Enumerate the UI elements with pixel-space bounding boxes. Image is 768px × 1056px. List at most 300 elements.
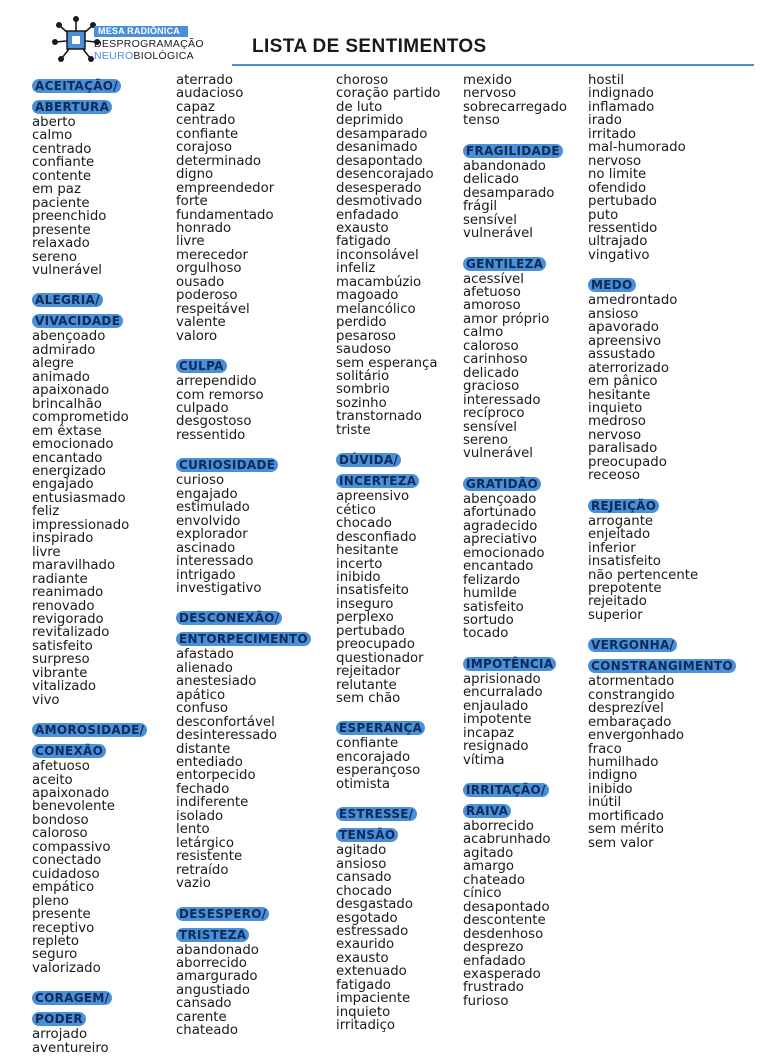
feeling-word: orgulhoso (176, 261, 242, 277)
category-heading-text: MEDO (588, 278, 636, 292)
brand-line-3-bio: BIOLÓGICA (133, 50, 194, 62)
feeling-word: insatisfeito (588, 554, 661, 570)
feeling-word: de luto (336, 99, 383, 115)
feeling-word: seguro (32, 947, 78, 963)
feeling-word: impotente (463, 712, 532, 728)
feeling-word: fundamentado (176, 207, 274, 223)
feeling-word: envergonhado (588, 728, 685, 744)
feeling-word: aventureiro (32, 1040, 109, 1056)
feeling-word: engajado (32, 477, 94, 493)
feeling-word: constrangido (588, 687, 675, 703)
feeling-word: sensível (463, 419, 517, 435)
feeling-word: desconfiado (336, 529, 417, 545)
section-gap (463, 461, 567, 472)
feeling-word: choroso (336, 73, 389, 88)
category-heading-text: CULPA (176, 359, 227, 373)
feeling-word: apaixonado (32, 786, 110, 802)
feeling-word: nervoso (588, 427, 642, 443)
category-heading-text: IRRITAÇÃO/ (463, 783, 549, 797)
section-gap (588, 622, 736, 633)
feeling-word: confiante (336, 736, 399, 752)
feeling-word: receoso (588, 468, 641, 484)
feeling-word: maravilhado (32, 558, 116, 574)
feeling-word: inseguro (336, 596, 394, 612)
feeling-word: frustrado (463, 980, 524, 996)
feeling-word: afortunado (463, 505, 537, 521)
feeling-word: revitalizado (32, 625, 110, 641)
feeling-word: exausto (336, 220, 389, 236)
feeling-word: fechado (176, 781, 230, 797)
feeling-word: livre (32, 544, 61, 560)
feeling-word: rejeitador (336, 664, 401, 680)
feeling-word: centrado (32, 141, 92, 157)
feeling-word: calmo (32, 128, 73, 144)
feeling-word: assustado (588, 347, 656, 363)
category-heading (463, 139, 567, 160)
feeling-word: fraco (588, 741, 622, 757)
feeling-word: entorpecido (176, 768, 256, 784)
feeling-word: desdenhoso (463, 926, 544, 942)
feeling-word: mexido (463, 73, 513, 88)
category-heading-text: ALEGRIA/ (32, 293, 103, 307)
category-heading (176, 902, 311, 923)
feeling-word: irado (588, 113, 622, 129)
feeling-word: entusiasmado (32, 490, 126, 506)
feeling-word: cansado (336, 870, 392, 886)
feeling-word: afastado (176, 647, 234, 663)
feeling-word: angustiado (176, 982, 251, 998)
section-gap (176, 595, 311, 606)
feeling-word: melancólico (336, 301, 416, 317)
feeling-word: com remorso (176, 387, 264, 403)
feeling-word: impressionado (32, 517, 130, 533)
feeling-word: magoado (336, 288, 399, 304)
feeling-word: delicado (463, 172, 520, 188)
feeling-word: desgostoso (176, 414, 252, 430)
feeling-word: aborrecido (176, 956, 247, 972)
feeling-word: lento (176, 822, 210, 838)
feeling-word: abandonado (463, 158, 546, 174)
feeling-word: forte (176, 194, 208, 210)
feeling-word: impaciente (336, 991, 411, 1007)
feeling-word: ressentido (176, 427, 246, 443)
feeling-word: em paz (32, 182, 81, 198)
feeling-word: fatigado (336, 977, 391, 993)
category-heading-text: ESTRESSE/ (336, 807, 417, 821)
category-heading (463, 778, 567, 799)
feeling-word: paralisado (588, 441, 658, 457)
column-5 (588, 74, 736, 850)
feeling-word: puto (588, 207, 619, 223)
feeling-word: satisfeito (32, 638, 93, 654)
category-heading (176, 606, 311, 627)
feeling-word: emocionado (32, 437, 114, 453)
feeling-word: resistente (176, 849, 243, 865)
category-heading (176, 627, 311, 648)
feeling-word: abençoado (463, 491, 537, 507)
feeling-word: confuso (176, 701, 229, 717)
feeling-word: insatisfeito (336, 583, 409, 599)
category-heading (32, 986, 147, 1007)
category-heading-text: RAIVA (463, 804, 511, 818)
feeling-word: superior (588, 607, 643, 623)
category-heading-text: AMOROSIDADE/ (32, 723, 147, 737)
category-heading-text: DESCONEXÃO/ (176, 611, 282, 625)
category-heading (176, 354, 311, 375)
feeling-word: afetuoso (32, 759, 90, 775)
feeling-word: inquieto (588, 400, 643, 416)
feeling-word: agitado (336, 843, 387, 859)
feeling-word: encantado (463, 559, 534, 575)
feeling-word: desconfortável (176, 714, 275, 730)
section-gap (463, 128, 567, 139)
feeling-word: inflamado (588, 99, 655, 115)
section-gap (463, 767, 567, 778)
brand-line-2: DESPROGRAMAÇÃO (94, 38, 204, 50)
feeling-word: corajoso (176, 140, 232, 156)
feeling-word: animado (32, 369, 90, 385)
category-heading (32, 309, 147, 330)
feeling-word: chateado (176, 1023, 239, 1039)
brand-block (94, 19, 204, 62)
feeling-word: indiferente (176, 795, 249, 811)
category-heading-text: VIVACIDADE (32, 314, 123, 328)
feeling-word: amargo (463, 859, 515, 875)
feeling-word: contente (32, 168, 92, 184)
feeling-word: renovado (32, 598, 95, 614)
feeling-word: sensível (463, 212, 517, 228)
feeling-word: caloroso (463, 338, 519, 354)
section-gap (463, 241, 567, 252)
feeling-word: incapaz (463, 725, 515, 741)
feeling-word: humilde (463, 586, 517, 602)
feeling-word: ansioso (588, 306, 639, 322)
feeling-word: medroso (588, 414, 646, 430)
feeling-word: aterrado (176, 73, 233, 88)
feeling-word: ascinado (176, 540, 236, 556)
column-4 (463, 74, 567, 1008)
feeling-word: delicado (463, 365, 520, 381)
section-gap (336, 437, 440, 448)
category-heading (588, 654, 736, 675)
feeling-word: tocado (463, 626, 509, 642)
feeling-word: vulnerável (463, 446, 533, 462)
feeling-word: arrogante (588, 513, 654, 529)
category-heading (176, 923, 311, 944)
feeling-word: confiante (176, 126, 239, 142)
feeling-word: retraído (176, 862, 229, 878)
category-heading-text: ABERTURA (32, 100, 112, 114)
feeling-word: entediado (176, 755, 243, 771)
feeling-word: amor próprio (463, 311, 550, 327)
feeling-word: estressado (336, 924, 409, 940)
category-heading (463, 799, 567, 820)
section-gap (32, 975, 147, 986)
feeling-word: calmo (463, 325, 504, 341)
feeling-word: agradecido (463, 518, 538, 534)
feeling-word: repleto (32, 934, 80, 950)
feeling-word: vibrante (32, 665, 88, 681)
feeling-word: letárgico (176, 835, 235, 851)
feeling-word: carente (176, 1009, 227, 1025)
feeling-word: vítima (463, 752, 505, 768)
feeling-word: curioso (176, 473, 225, 489)
section-gap (176, 891, 311, 902)
feeling-word: inibido (336, 569, 381, 585)
feeling-word: coração partido (336, 86, 441, 102)
category-heading-text: TENSÃO (336, 828, 398, 842)
feeling-word: desamparado (336, 126, 428, 142)
feeling-word: questionador (336, 650, 424, 666)
feeling-word: inibido (588, 781, 633, 797)
feeling-word: otimista (336, 776, 390, 792)
feeling-word: no limite (588, 167, 647, 183)
category-heading-text: GENTILEZA (463, 257, 546, 271)
feeling-word: ultrajado (588, 234, 648, 250)
feeling-word: hostil (588, 73, 625, 88)
feeling-word: cuidadoso (32, 866, 100, 882)
category-heading-text: DESESPERO/ (176, 907, 269, 921)
feeling-word: aberto (32, 115, 76, 130)
feeling-word: desesperado (336, 180, 422, 196)
category-heading-text: CONEXÃO (32, 744, 106, 758)
feeling-word: satisfeito (463, 599, 524, 615)
feeling-word: reanimado (32, 585, 104, 601)
feeling-word: desgastado (336, 897, 414, 913)
feeling-word: aterrorizado (588, 360, 669, 376)
feeling-word: pertubado (336, 623, 405, 639)
category-heading-text: TRISTEZA (176, 928, 249, 942)
category-heading-text: INCERTEZA (336, 474, 419, 488)
feeling-word: extenuado (336, 964, 407, 980)
feeling-word: feliz (32, 504, 60, 520)
feeling-word: não pertencente (588, 567, 699, 583)
feeling-word: valoro (176, 328, 218, 344)
feeling-word: valorizado (32, 960, 101, 976)
feeling-word: desinteressado (176, 728, 277, 744)
category-heading (336, 716, 440, 737)
category-heading (32, 1007, 147, 1028)
feeling-word: relaxado (32, 236, 90, 252)
category-heading (32, 739, 147, 760)
category-heading-text: IMPOTÊNCIA (463, 657, 556, 671)
feeling-word: desprezo (463, 940, 524, 956)
feeling-word: gracioso (463, 379, 520, 395)
feeling-word: valente (176, 315, 226, 331)
feeling-word: exaurido (336, 937, 395, 953)
feeling-word: deprimido (336, 113, 404, 129)
feeling-word: rejeitado (588, 594, 647, 610)
feeling-word: desprezível (588, 701, 664, 717)
feeling-word: inspirado (32, 531, 94, 547)
feeling-word: exasperado (463, 967, 541, 983)
feeling-word: descontente (463, 913, 546, 929)
feeling-word: sem mérito (588, 822, 664, 838)
feeling-word: paciente (32, 195, 90, 211)
feeling-word: hesitante (336, 543, 399, 559)
feeling-word: energizado (32, 463, 106, 479)
feeling-word: confiante (32, 155, 95, 171)
feeling-word: triste (336, 422, 371, 438)
feeling-word: sortudo (463, 612, 514, 628)
feeling-word: desapontado (336, 153, 423, 169)
feeling-word: cínico (463, 886, 502, 902)
feeling-word: interessado (176, 554, 254, 570)
feeling-word: felizardo (463, 572, 521, 588)
feeling-word: perplexo (336, 610, 394, 626)
feeling-word: abençoado (32, 329, 106, 345)
feeling-word: centrado (176, 113, 236, 129)
feeling-word: tenso (463, 113, 500, 129)
feeling-word: interessado (463, 392, 541, 408)
feeling-word: sem chão (336, 691, 401, 707)
feeling-word: em êxtase (32, 423, 102, 439)
category-heading (588, 633, 736, 654)
feeling-word: vazio (176, 876, 211, 892)
category-heading (463, 252, 567, 273)
feeling-word: preocupado (336, 637, 415, 653)
feeling-word: carinhoso (463, 352, 528, 368)
feeling-word: benevolente (32, 799, 115, 815)
feeling-word: chocado (336, 516, 392, 532)
feeling-word: saudoso (336, 342, 392, 358)
category-heading-text: DÚVIDA/ (336, 453, 401, 467)
brand-line-1: MESA RADIÔNICA (94, 26, 188, 37)
feeling-word: vivo (32, 692, 60, 708)
title-rule (232, 64, 754, 66)
feeling-word: apavorado (588, 320, 659, 336)
section-gap (588, 262, 736, 273)
feeling-word: agitado (463, 845, 514, 861)
feeling-word: desamparado (463, 185, 555, 201)
feeling-word: desanimado (336, 140, 418, 156)
feeling-word: comprometido (32, 410, 129, 426)
feeling-word: sereno (32, 249, 78, 265)
feeling-word: vingativo (588, 247, 650, 263)
category-heading (32, 288, 147, 309)
category-heading (336, 469, 440, 490)
feeling-word: enjeitado (588, 527, 651, 543)
category-heading (588, 273, 736, 294)
feeling-word: admirado (32, 342, 96, 358)
feeling-word: hesitante (588, 387, 651, 403)
feeling-word: empático (32, 880, 95, 896)
feeling-word: arrependido (176, 374, 257, 390)
category-heading-text: CORAGEM/ (32, 991, 112, 1005)
feeling-word: encorajado (336, 749, 411, 765)
feeling-word: recíproco (463, 406, 525, 422)
section-gap (463, 641, 567, 652)
feeling-word: conectado (32, 853, 102, 869)
feeling-word: enfadado (336, 207, 399, 223)
feeling-word: receptivo (32, 920, 95, 936)
feeling-word: cético (336, 502, 376, 518)
feeling-word: investigativo (176, 580, 262, 596)
feeling-word: intrigado (176, 567, 236, 583)
feeling-word: sozinho (336, 395, 387, 411)
feeling-word: engajado (176, 486, 238, 502)
column-1 (32, 74, 147, 1055)
feeling-word: merecedor (176, 247, 249, 263)
category-heading (32, 718, 147, 739)
feeling-word: radiante (32, 571, 88, 587)
feeling-word: ofendido (588, 180, 647, 196)
feeling-word: chateado (463, 872, 526, 888)
feeling-word: desmotivado (336, 194, 423, 210)
feeling-word: vitalizado (32, 679, 97, 695)
category-heading (588, 494, 736, 515)
category-heading (32, 95, 147, 116)
feeling-word: presente (32, 907, 91, 923)
feeling-word: isolado (176, 808, 224, 824)
section-gap (336, 791, 440, 802)
category-heading-text: GRATIDÃO (463, 477, 541, 491)
feeling-word: sombrio (336, 382, 390, 398)
feeling-word: furioso (463, 993, 509, 1009)
feeling-word: inquieto (336, 1004, 391, 1020)
feeling-word: encantado (32, 450, 103, 466)
feeling-word: nervoso (588, 153, 642, 169)
feeling-word: livre (176, 234, 205, 250)
category-heading-text: PODER (32, 1012, 86, 1026)
feeling-word: atormentado (588, 674, 675, 690)
brand-line-3 (94, 50, 204, 62)
brand-line-3-neuro: NEURO (94, 50, 134, 62)
feeling-word: compassivo (32, 839, 111, 855)
column-2 (176, 74, 311, 1038)
feeling-word: aborrecido (463, 819, 534, 835)
feeling-word: inútil (588, 795, 622, 811)
feeling-word: humilhado (588, 755, 659, 771)
feeling-word: prepotente (588, 580, 662, 596)
section-gap (32, 277, 147, 288)
feeling-word: amedrontado (588, 293, 678, 309)
category-heading-text: ACEITAÇÃO/ (32, 79, 121, 93)
feeling-word: arrojado (32, 1027, 88, 1043)
category-heading-text: REJEIÇÃO (588, 499, 659, 513)
section-gap (176, 442, 311, 453)
feeling-word: afetuoso (463, 284, 521, 300)
category-heading (32, 74, 147, 95)
feeling-word: alegre (32, 356, 74, 372)
feeling-word: acabrunhado (463, 832, 551, 848)
feeling-word: infeliz (336, 261, 376, 277)
feeling-word: enjaulado (463, 698, 529, 714)
feeling-word: sereno (463, 432, 509, 448)
feeling-word: poderoso (176, 288, 238, 304)
feeling-word: sobrecarregado (463, 99, 568, 115)
feeling-word: apaixonado (32, 383, 110, 399)
feeling-word: pesaroso (336, 328, 397, 344)
feeling-word: amoroso (463, 298, 521, 314)
feeling-word: frágil (463, 199, 498, 215)
feeling-word: culpado (176, 400, 229, 416)
category-heading (336, 802, 440, 823)
feeling-word: sem valor (588, 835, 654, 851)
feeling-word: cansado (176, 996, 232, 1012)
feeling-word: surpreso (32, 652, 90, 668)
feeling-word: apreensivo (588, 333, 662, 349)
feeling-word: estimulado (176, 500, 250, 516)
category-heading-text: FRAGILIDADE (463, 144, 563, 158)
feeling-word: relutante (336, 677, 397, 693)
feeling-word: preenchido (32, 209, 107, 225)
feeling-word: respeitável (176, 301, 250, 317)
feeling-word: exausto (336, 950, 389, 966)
feeling-word: brincalhão (32, 396, 102, 412)
feeling-word: irritadiço (336, 1018, 396, 1034)
feeling-word: apreciativo (463, 532, 538, 548)
